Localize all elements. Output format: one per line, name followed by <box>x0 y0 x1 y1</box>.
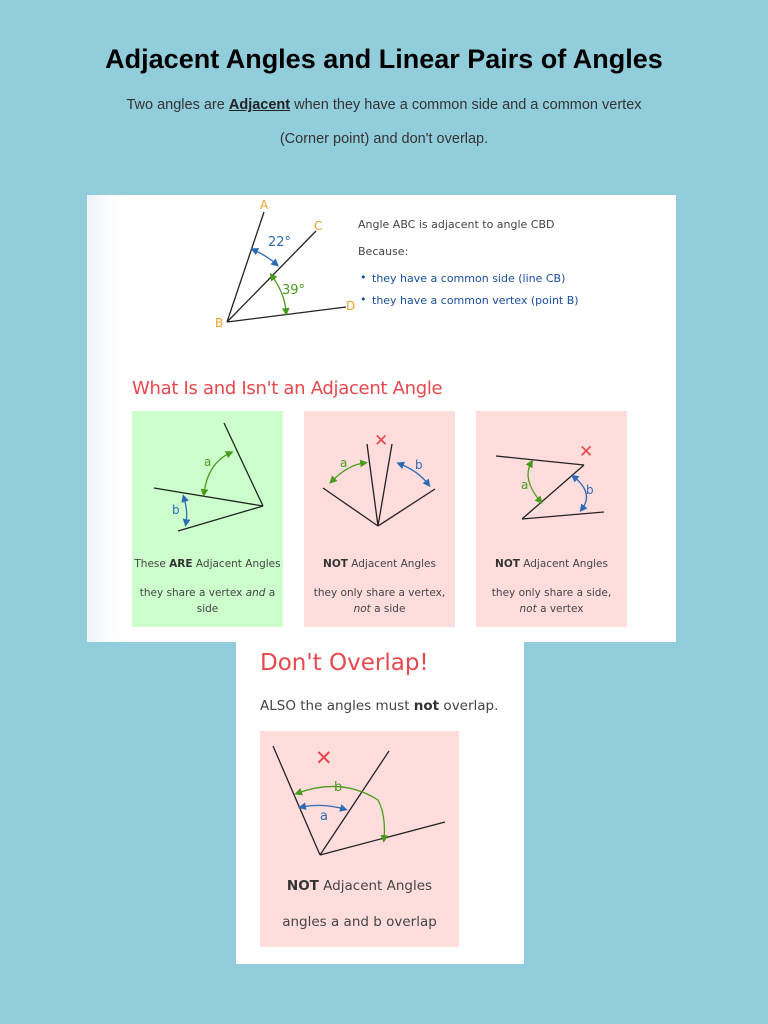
card-caption <box>260 878 459 894</box>
desc-pre: they only share a side, <box>491 587 612 599</box>
bullet-dot: • <box>360 293 367 306</box>
caption-emphasis: ARE <box>169 558 193 570</box>
card-side-only-diagram <box>476 411 627 551</box>
card-description <box>310 585 449 617</box>
card-description <box>482 585 621 617</box>
card-description <box>138 585 277 617</box>
angle-label-22: 22° <box>268 235 292 250</box>
because-label: Because: <box>358 245 409 258</box>
label-b: b <box>415 458 423 472</box>
card-overlap <box>260 731 459 947</box>
page-title: Adjacent Angles and Linear Pairs of Angles <box>105 44 663 74</box>
desc-pre: they share a vertex <box>139 587 246 599</box>
overlap-text-bold: not <box>413 698 440 714</box>
card-overlap-diagram <box>260 731 459 871</box>
ray-top <box>496 456 584 465</box>
desc-post: a vertex <box>536 603 584 615</box>
ray-bottom <box>178 506 263 531</box>
example-statement: Angle ABC is adjacent to angle CBD <box>358 218 555 231</box>
overlap-heading: Don't Overlap! <box>260 650 429 676</box>
cross-icon: ✕ <box>374 431 389 451</box>
point-label-b: B <box>215 316 224 330</box>
card-caption <box>476 558 627 570</box>
point-label-d: D <box>346 299 356 313</box>
section-heading: What Is and Isn't an Adjacent Angle <box>132 378 443 399</box>
bullet-common-vertex <box>360 293 579 307</box>
point-label-c: C <box>314 219 323 233</box>
label-a: a <box>340 456 348 470</box>
label-a: a <box>320 809 328 824</box>
intro-text-after: when they have a common side and a common vertex <box>290 97 642 113</box>
intro-text-before: Two angles are <box>126 97 229 113</box>
arc-22 <box>254 250 276 264</box>
card-description: angles a and b overlap <box>282 914 437 930</box>
shared-side <box>522 465 584 519</box>
overlap-text-post: overlap. <box>439 698 499 714</box>
caption-emphasis: NOT <box>323 558 348 570</box>
arc-b <box>184 498 187 523</box>
label-a: a <box>204 455 212 469</box>
ray-2 <box>367 444 378 526</box>
ray-left <box>273 746 320 855</box>
overlap-text <box>260 698 498 714</box>
desc-em: and <box>245 587 266 599</box>
ray-bottom <box>522 512 604 519</box>
bullet-dot: • <box>360 271 367 284</box>
cross-icon: ✕ <box>315 746 333 770</box>
intro-line-2: (Corner point) and don't overlap. <box>279 131 489 147</box>
card-caption <box>304 558 455 570</box>
desc-em: not <box>519 603 537 615</box>
caption-prefix: These <box>134 558 170 570</box>
label-b: b <box>586 483 594 497</box>
desc-pre: they only share a vertex, <box>313 587 446 599</box>
bullet-common-side <box>360 271 566 285</box>
desc-post: a side <box>370 603 406 615</box>
card-are-adjacent-diagram <box>132 411 283 551</box>
card-vertex-only-diagram <box>304 411 455 551</box>
label-b: b <box>172 503 180 517</box>
caption-rest: Adjacent Angles <box>318 878 433 894</box>
ray-3 <box>378 444 392 526</box>
angle-abc-diagram <box>118 196 358 336</box>
ray-ba <box>227 212 264 322</box>
desc-post: a side <box>196 587 276 615</box>
caption-rest: Adjacent Angles <box>519 558 608 570</box>
angle-label-39: 39° <box>282 283 306 298</box>
ray-middle <box>154 488 263 506</box>
arc-a <box>332 463 364 481</box>
label-a: a <box>521 478 529 492</box>
label-b: b <box>334 780 343 795</box>
caption-emphasis: NOT <box>286 878 319 894</box>
ray-top <box>224 423 263 506</box>
bullet-common-side-text: they have a common side (line CB) <box>372 272 566 285</box>
card-vertex-only <box>304 411 455 627</box>
caption-rest: Adjacent Angles <box>192 558 281 570</box>
caption-rest: Adjacent Angles <box>347 558 436 570</box>
bullet-common-vertex-text: they have a common vertex (point B) <box>372 294 579 307</box>
ray-bd <box>227 307 346 322</box>
arc-b <box>400 464 428 484</box>
card-side-only <box>476 411 627 627</box>
overlap-text-pre: ALSO the angles must <box>260 698 414 714</box>
ray-1 <box>323 488 378 526</box>
ray-4 <box>378 489 435 526</box>
caption-emphasis: NOT <box>495 558 520 570</box>
intro-line-1 <box>0 97 768 113</box>
desc-em: not <box>353 603 371 615</box>
card-caption <box>132 558 283 570</box>
point-label-a: A <box>260 198 269 212</box>
card-are-adjacent <box>132 411 283 627</box>
term-adjacent: Adjacent <box>228 97 291 113</box>
arc-a <box>528 463 540 501</box>
cross-icon: ✕ <box>579 442 594 462</box>
arc-b <box>574 477 587 509</box>
